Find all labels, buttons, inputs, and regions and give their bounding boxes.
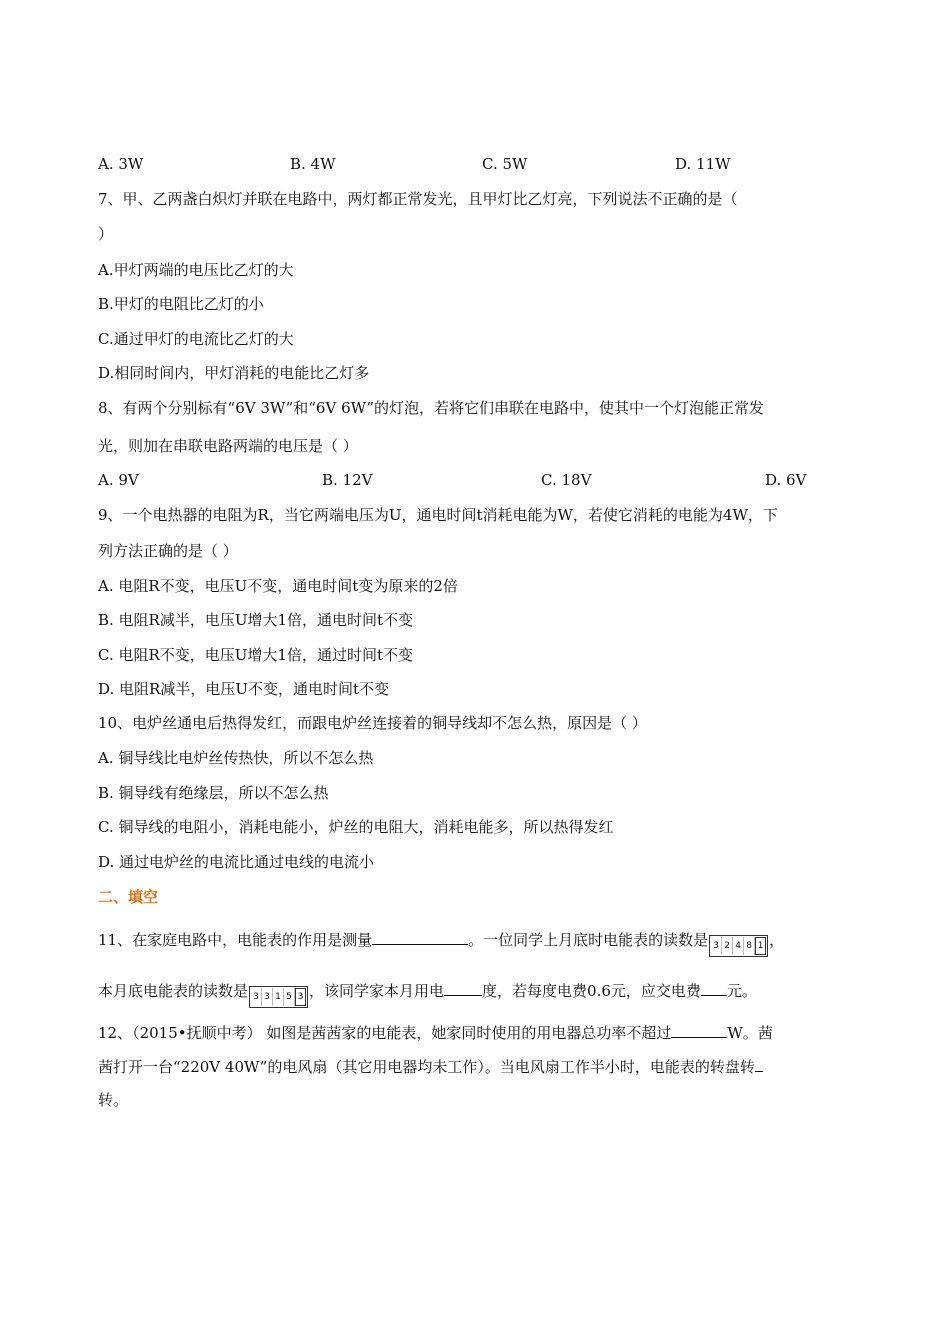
q12-blank-power bbox=[671, 1021, 727, 1038]
meter-digit: 4 bbox=[733, 937, 744, 955]
q10-option-d: D. 通过电炉丝的电流比通过电线的电流小 bbox=[98, 853, 375, 871]
q8-option-a: A. 9V bbox=[98, 471, 139, 489]
q7-option-a: A.甲灯两端的电压比乙灯的大 bbox=[98, 261, 294, 279]
q8-options bbox=[98, 470, 858, 490]
meter-digit: 8 bbox=[744, 937, 755, 955]
q12-blank-turns bbox=[755, 1055, 763, 1072]
q8-option-b: B. 12V bbox=[322, 471, 373, 489]
q8-stem-1: 8、有两个分别标有“6V 3W”和“6V 6W”的灯泡，若将它们串联在电路中，使其中一个灯泡能正常发 bbox=[98, 399, 764, 417]
q9-option-a: A. 电阻R不变，电压U不变，通电时间t变为原来的2倍 bbox=[98, 577, 458, 595]
q8-option-d: D. 6V bbox=[765, 471, 807, 489]
q9-option-b: B. 电阻R减半，电压U增大1倍，通电时间t不变 bbox=[98, 611, 414, 629]
q9-stem-1: 9、一个电热器的电阻为R，当它两端电压为U，通电时间t消耗电能为W，若使它消耗的电能为4W，下 bbox=[98, 506, 778, 524]
meter-digit: 2 bbox=[722, 937, 733, 955]
q8-option-c: C. 18V bbox=[541, 471, 592, 489]
q10-stem: 10、电炉丝通电后热得发红，而跟电炉丝连接着的铜导线却不怎么热，原因是（ ） bbox=[98, 714, 647, 732]
q12-line-1 bbox=[98, 1021, 773, 1043]
q11-line-1 bbox=[98, 928, 784, 957]
q11-blank-usage bbox=[444, 979, 482, 996]
section-title-fill-in: 二、填空 bbox=[98, 888, 159, 906]
q7-option-d: D.相同时间内，甲灯消耗的电能比乙灯多 bbox=[98, 364, 370, 382]
meter-digit: 5 bbox=[284, 988, 295, 1006]
meter-digit: 3 bbox=[711, 937, 722, 955]
q12-text-2: W。茜 bbox=[727, 1024, 773, 1042]
q7-option-c: C.通过甲灯的电流比乙灯的大 bbox=[98, 330, 294, 348]
q12-line-3: 转。 bbox=[98, 1091, 129, 1109]
q9-option-d: D. 电阻R减半，电压U不变，通电时间t不变 bbox=[98, 680, 389, 698]
q11-text-7: 元。 bbox=[726, 982, 757, 1000]
q8-stem-2: 光，则加在串联电路两端的电压是（ ） bbox=[98, 437, 358, 455]
q9-option-c: C. 电阻R不变，电压U增大1倍，通过时间t不变 bbox=[98, 646, 413, 664]
q6-options bbox=[98, 154, 858, 174]
meter-reading-this-month bbox=[249, 986, 308, 1008]
q12-text-1: 12、（2015•抚顺中考） 如图是茜茜家的电能表，她家同时使用的用电器总功率不超过 bbox=[98, 1024, 672, 1042]
q10-option-b: B. 铜导线有绝缘层，所以不怎么热 bbox=[98, 784, 329, 802]
meter-digit: 1 bbox=[273, 988, 284, 1006]
q11-line-2 bbox=[98, 979, 757, 1008]
q11-text-3: ， bbox=[769, 931, 785, 949]
q11-blank-cost bbox=[701, 979, 727, 996]
q11-text-5: ，该同学家本月用电 bbox=[309, 982, 445, 1000]
meter-digit-decimal: 1 bbox=[755, 937, 766, 955]
q7-option-b: B.甲灯的电阻比乙灯的小 bbox=[98, 295, 264, 313]
q6-option-c: C. 5W bbox=[482, 155, 528, 173]
q11-text-6: 度，若每度电费0.6元，应交电费 bbox=[482, 982, 701, 1000]
q11-text-1: 11、在家庭电路中，电能表的作用是测量 bbox=[98, 931, 373, 949]
q9-stem-2: 列方法正确的是（ ） bbox=[98, 542, 238, 560]
q11-text-4: 本月底电能表的读数是 bbox=[98, 982, 249, 1000]
q10-option-c: C. 铜导线的电阻小，消耗电能小，炉丝的电阻大，消耗电能多，所以热得发红 bbox=[98, 818, 614, 836]
q6-option-a: A. 3W bbox=[98, 155, 144, 173]
meter-reading-last-month bbox=[709, 935, 768, 957]
q11-text-2: 。一位同学上月底时电能表的读数是 bbox=[468, 931, 709, 949]
meter-digit-decimal: 3 bbox=[295, 988, 306, 1006]
meter-digit: 3 bbox=[251, 988, 262, 1006]
q6-option-b: B. 4W bbox=[290, 155, 336, 173]
q11-blank-measure bbox=[372, 928, 468, 945]
q7-stem-2: ） bbox=[98, 225, 114, 243]
q12-line-2 bbox=[98, 1055, 763, 1077]
q12-text-3: 茜打开一台“220V 40W”的电风扇（其它用电器均未工作）。当电风扇工作半小时，电能表的转盘转 bbox=[98, 1058, 755, 1076]
q6-option-d: D. 11W bbox=[675, 155, 731, 173]
q7-stem-1: 7、甲、乙两盏白炽灯并联在电路中，两灯都正常发光，且甲灯比乙灯亮，下列说法不正确的是（ bbox=[98, 190, 738, 208]
meter-digit: 3 bbox=[262, 988, 273, 1006]
q10-option-a: A. 铜导线比电炉丝传热快，所以不怎么热 bbox=[98, 749, 374, 767]
